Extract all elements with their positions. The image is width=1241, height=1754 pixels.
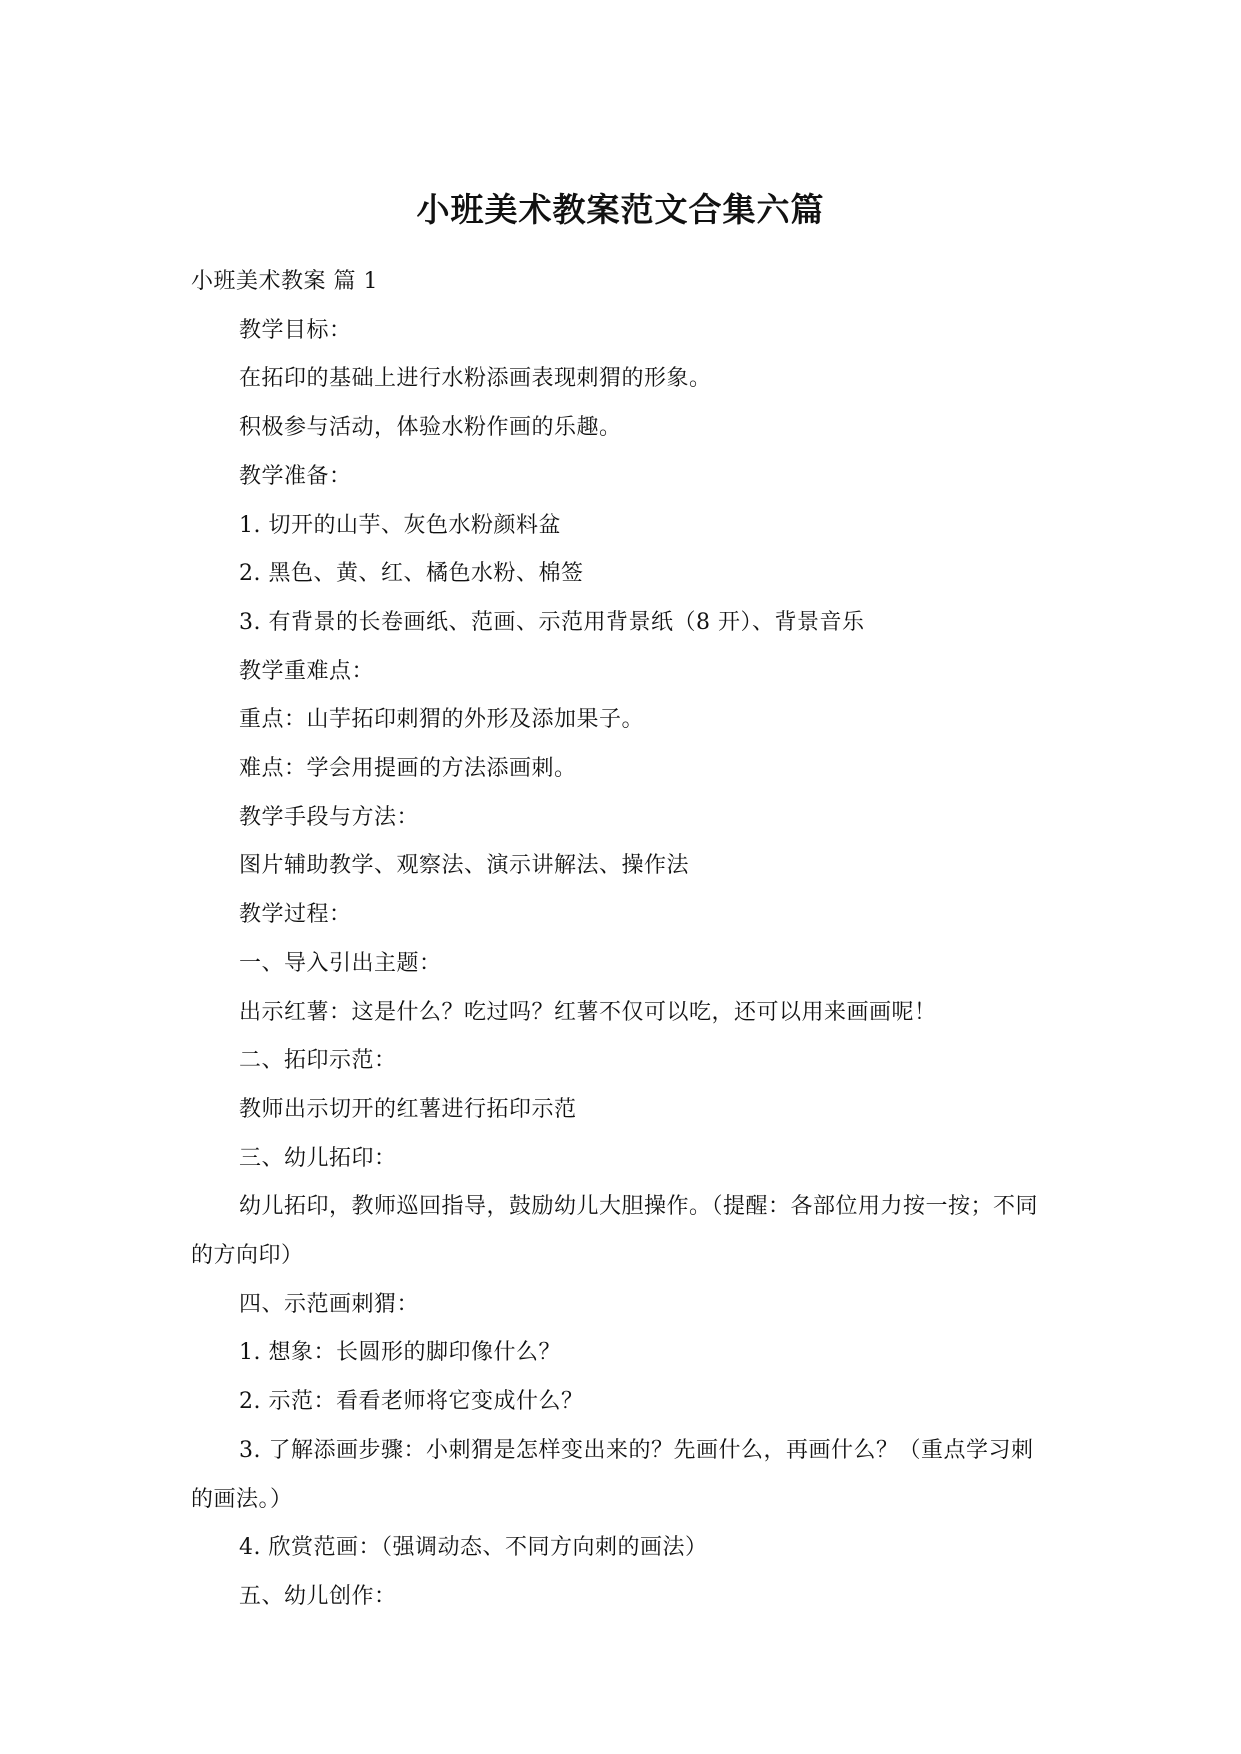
paragraph: 一、导入引出主题： (239, 950, 442, 976)
paragraph: 教师出示切开的红薯进行拓印示范 (239, 1096, 577, 1122)
document-title: 小班美术教案范文合集六篇 (416, 190, 825, 229)
paragraph: 1. 切开的山芋、灰色水粉颜料盆 (239, 512, 561, 538)
paragraph: 二、拓印示范： (239, 1048, 397, 1074)
paragraph: 难点：学会用提画的方法添画刺。 (239, 756, 577, 782)
paragraph: 3. 了解添画步骤：小刺猬是怎样变出来的？先画什么，再画什么？（重点学习刺的画法。） (191, 1437, 1034, 1512)
paragraph: 三、幼儿拓印： (239, 1145, 397, 1171)
paragraph: 2. 黑色、黄、红、橘色水粉、棉签 (239, 561, 584, 587)
document-body (191, 258, 1041, 1622)
paragraph: 教学过程： (239, 902, 352, 928)
paragraph: 出示红薯：这是什么？吃过吗？红薯不仅可以吃，还可以用来画画呢！ (239, 999, 937, 1025)
paragraph: 教学准备： (239, 463, 352, 489)
paragraph: 3. 有背景的长卷画纸、范画、示范用背景纸（8 开）、背景音乐 (239, 609, 865, 635)
paragraph: 五、幼儿创作： (239, 1583, 397, 1609)
section-heading: 小班美术教案 篇 1 (191, 269, 378, 294)
paragraph: 1. 想象：长圆形的脚印像什么？ (239, 1340, 561, 1366)
paragraph: 教学重难点： (239, 658, 375, 684)
paragraph: 在拓印的基础上进行水粉添画表现刺猬的形象。 (239, 366, 712, 392)
paragraph: 4. 欣赏范画：（强调动态、不同方向刺的画法） (239, 1535, 708, 1561)
paragraph: 幼儿拓印，教师巡回指导，鼓励幼儿大胆操作。（提醒：各部位用力按一按；不同的方向印） (191, 1194, 1039, 1269)
paragraph: 重点：山芋拓印刺猬的外形及添加果子。 (239, 707, 645, 733)
paragraph: 积极参与活动，体验水粉作画的乐趣。 (239, 415, 622, 441)
paragraph: 四、示范画刺猬： (239, 1291, 420, 1317)
paragraph: 2. 示范：看看老师将它变成什么？ (239, 1389, 584, 1415)
paragraph: 图片辅助教学、观察法、演示讲解法、操作法 (239, 853, 690, 879)
paragraph: 教学手段与方法： (239, 804, 420, 830)
paragraph: 教学目标： (239, 317, 352, 343)
